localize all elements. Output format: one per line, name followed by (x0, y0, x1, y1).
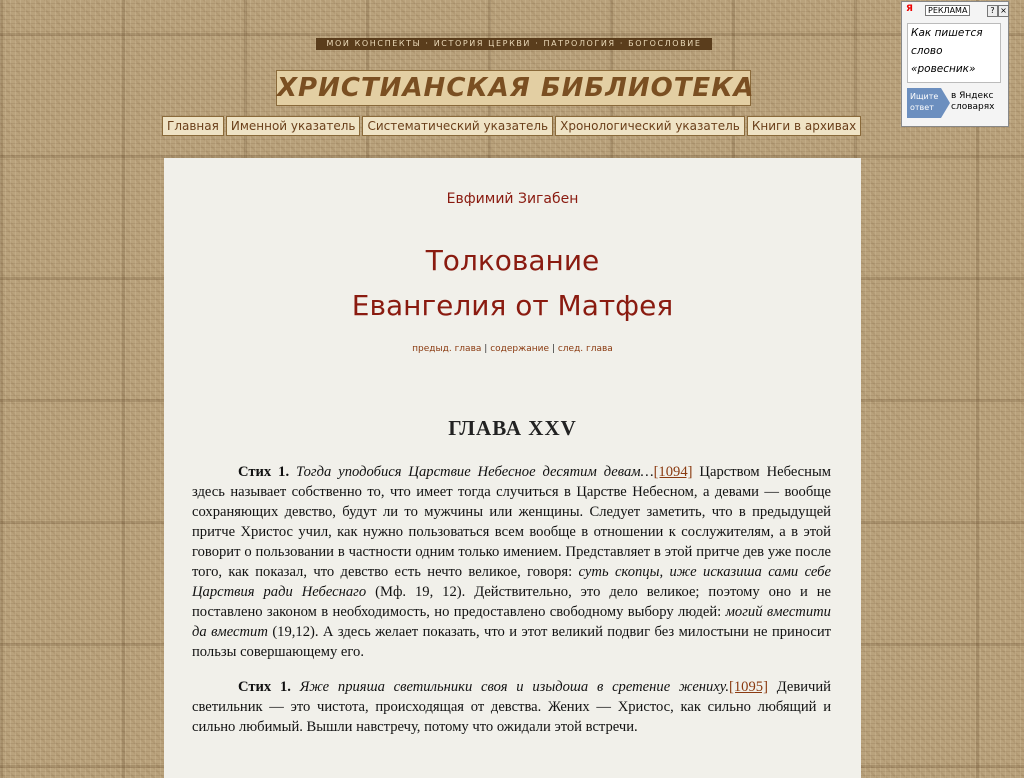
verse-number: Стих 1. (238, 679, 291, 695)
chapter-heading: ГЛАВА XXV (448, 416, 577, 440)
help-icon[interactable]: ? (987, 5, 998, 17)
nav-name-index[interactable]: Именной указатель (226, 116, 361, 136)
chapter-pager (164, 344, 861, 354)
commentary-text: Царством Небесным здесь называет собственно то, что имеет тогда случиться в Царстве Небесном, а девами — вообще сохраняющих девство, будут ли то мужчины или женщины. Следует заметить, что в предыдущей притче Христос учил, как нужно пользоваться всем вообще в отношении к сослужителям, а в этой говорит о пользовании в частности одним только имением. Представляет в этой притче дев уже после того, как показал, что девство есть нечто великое, говоря: (192, 464, 831, 580)
verse-quote: Яже прияша светильники своя и изыдоша в сретение жениху. (299, 679, 730, 695)
commentary-text: Девичий светильник — это чистота, происходящая от девства. Жених — Христос, как сильно любящий и сильно любимый. Вышли навстречу, потому что ожидали этой встречи. (192, 679, 831, 735)
ad-button-line: ответ (910, 103, 934, 112)
nav-chronological-index[interactable]: Хронологический указатель (555, 116, 745, 136)
ad-search-button[interactable] (907, 88, 1002, 118)
yandex-logo-icon: Я (906, 4, 913, 14)
scripture-quote: суть скопцы, иже исказиша сами себе Царствия ради Небеснаго (192, 564, 831, 600)
verse-quote: Тогда уподобися Царствие Небесное десятим девам… (296, 464, 654, 480)
ad-line: «ровесник» (911, 63, 976, 75)
verse-number: Стих 1. (238, 464, 290, 480)
commentary-text: (Мф. 19, 12). Действительно, это дело великое; поэтому оно и не поставлено законом в необходимость, но предоставлено свободному выбору людей: (192, 584, 831, 620)
title-line-2: Евангелия от Матфея (351, 289, 674, 322)
content-panel (164, 158, 861, 778)
commentary-text: (19,12). А здесь желает показать, что и этот великий подвиг без милостыни не приносит пользы совершающему его. (192, 624, 832, 660)
title-line-1: Толкование (425, 244, 600, 277)
arrow-right-icon (941, 88, 950, 118)
ad-brand-line: в Яндекс (951, 91, 994, 101)
close-icon[interactable]: × (998, 5, 1009, 17)
ad-label: РЕКЛАМА (925, 5, 970, 16)
main-nav (162, 116, 863, 136)
ad-brand-line: словарях (951, 102, 995, 112)
pager-separator: | (484, 344, 488, 354)
site-sections-links[interactable]: МОИ КОНСПЕКТЫ · ИСТОРИЯ ЦЕРКВИ · ПАТРОЛОГИЯ · БОГОСЛОВИЕ (316, 38, 712, 50)
verse-paragraph (192, 677, 831, 737)
nav-archive-books[interactable]: Книги в архивах (747, 116, 861, 136)
chapter-text (192, 462, 831, 752)
yandex-ad-widget[interactable] (901, 1, 1009, 127)
footnote-link[interactable]: [1094] (653, 464, 693, 480)
ad-text[interactable] (907, 23, 1001, 83)
scripture-quote: могий вместити да вместит (192, 604, 831, 640)
pager-separator: | (551, 344, 555, 354)
ad-button-label (907, 88, 941, 118)
author-name: Евфимий Зигабен (446, 191, 579, 207)
site-logo[interactable]: ХРИСТИАНСКАЯ БИБЛИОТЕКА (276, 70, 751, 106)
toc-link[interactable]: содержание (490, 344, 550, 354)
prev-chapter-link[interactable]: предыд. глава (412, 344, 482, 354)
nav-home[interactable]: Главная (162, 116, 224, 136)
footnote-link[interactable]: [1095] (729, 679, 768, 695)
ad-button-line: Ищите (910, 92, 939, 101)
ad-line: Как пишется (911, 27, 983, 39)
next-chapter-link[interactable]: след. глава (557, 344, 613, 354)
ad-line: слово (911, 45, 943, 57)
page-title (164, 238, 861, 328)
nav-systematic-index[interactable]: Систематический указатель (362, 116, 553, 136)
ad-header (905, 4, 1006, 18)
verse-paragraph (192, 462, 831, 662)
yandex-dictionaries-label (951, 91, 994, 113)
